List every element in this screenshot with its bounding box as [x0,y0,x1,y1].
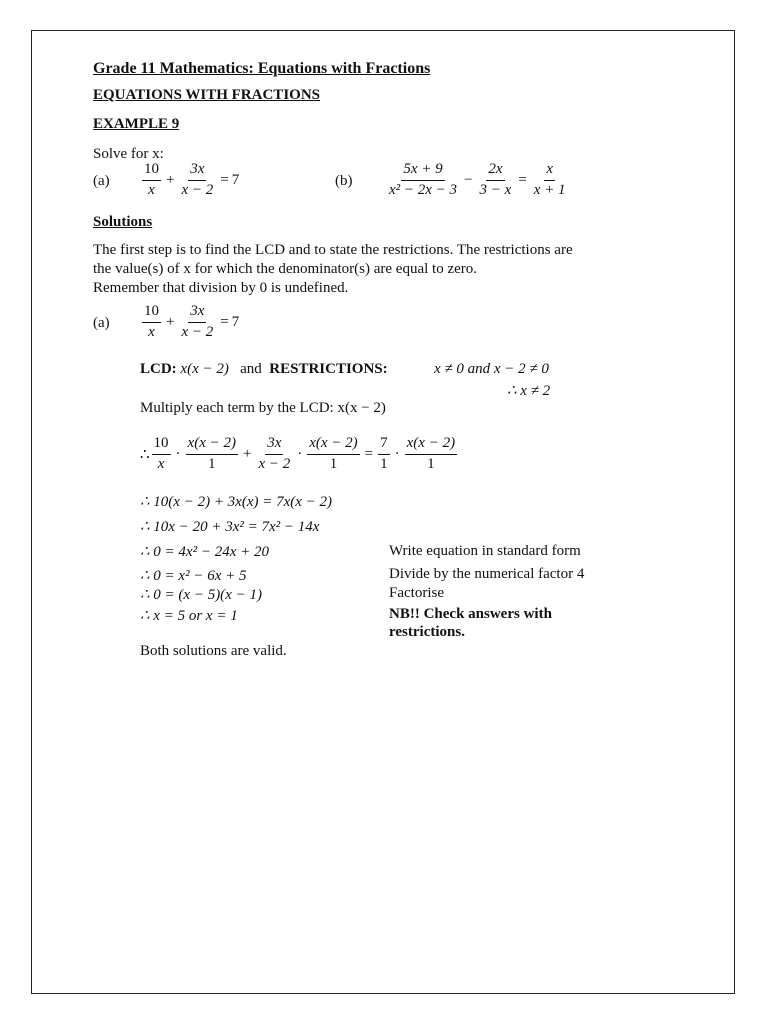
numerator: 10 [142,162,161,181]
fraction-10-over-x [142,304,161,341]
numerator: 10 [152,436,171,455]
numerator: 10 [142,304,161,323]
fraction-3x-over-x-minus-2 [256,436,292,473]
dot-operator: · [297,445,303,462]
numerator: x [544,162,555,181]
lcd-line [140,361,388,378]
denominator: 3 − x [479,181,512,198]
step-1: ∴ 10(x − 2) + 3x(x) = 7x(x − 2) [140,494,333,510]
numerator: 3x [188,162,206,181]
dot-operator: · [394,445,400,462]
denominator: x² − 2x − 3 [389,181,458,198]
fraction-lcd-over-1 [405,436,457,473]
equals-sign: = [518,171,527,188]
multiplied-equation [140,436,459,473]
equation-a [140,162,239,199]
intro-line-2: the value(s) of x for which the denominator(s) are equal to zero. [93,261,478,277]
therefore-symbol: ∴ [140,446,150,463]
fraction-7-over-1 [378,436,390,473]
numerator: 2x [486,162,504,181]
denominator: x + 1 [533,181,566,198]
numerator: 7 [378,436,390,455]
problem-prompt: Solve for x: [93,146,164,162]
step-5: ∴ 0 = (x − 5)(x − 1) [140,587,262,603]
lcd-label: LCD: [140,361,177,377]
note-check-answers: NB!! Check answers with [389,606,552,622]
numerator: x(x − 2) [186,436,238,455]
numerator: 3x [265,436,283,455]
numerator: x(x − 2) [405,436,457,455]
equation-b [385,162,570,199]
step-2: ∴ 10x − 20 + 3x² = 7x² − 14x [140,519,320,535]
note-factorise: Factorise [389,585,444,601]
denominator: 1 [208,455,216,472]
numerator: x(x − 2) [307,436,359,455]
part-a-label: (a) [93,173,110,189]
denominator: x [148,181,155,198]
step-3: ∴ 0 = 4x² − 24x + 20 [140,544,269,560]
equals-sign: = [220,313,229,330]
denominator: x − 2 [181,323,214,340]
step-6: ∴ x = 5 or x = 1 [140,608,238,624]
document-title: Grade 11 Mathematics: Equations with Fractions [93,60,431,77]
equals-sign: = [220,171,229,188]
lcd-expression: x(x − 2) [180,361,229,377]
minus-sign: − [464,171,473,188]
step-4: ∴ 0 = x² − 6x + 5 [140,568,247,584]
numerator: 5x + 9 [401,162,444,181]
page-border [31,30,735,994]
fraction-lcd-over-1 [307,436,359,473]
solutions-heading: Solutions [93,214,153,230]
rhs-value: 7 [231,313,240,330]
denominator: x − 2 [258,455,291,472]
plus-sign: + [166,171,175,188]
plus-sign: + [166,313,175,330]
denominator: x − 2 [181,181,214,198]
denominator: 1 [380,455,388,472]
and-word: and [240,361,262,377]
numerator: 3x [188,304,206,323]
rhs-value: 7 [231,171,240,188]
fraction-10-over-x [142,162,161,199]
fraction-3x-over-x-minus-2 [179,304,215,341]
fraction-10-over-x [152,436,171,473]
denominator: 1 [427,455,435,472]
fraction-lcd-over-1 [186,436,238,473]
note-standard-form: Write equation in standard form [389,543,581,559]
conclusion-text: Both solutions are valid. [140,643,287,659]
solution-a-equation [140,304,239,341]
denominator: x [148,323,155,340]
intro-line-3: Remember that division by 0 is undefined. [93,280,349,296]
part-b-label: (b) [335,173,353,189]
note-divide: Divide by the numerical factor 4 [389,566,585,582]
restrictions-label: RESTRICTIONS: [269,361,388,377]
example-heading: EXAMPLE 9 [93,116,180,132]
intro-line-1: The first step is to find the LCD and to state the restrictions. The restrictions are [93,242,573,258]
fraction-2x-over-3-minus-x [478,162,514,199]
multiply-instruction: Multiply each term by the LCD: x(x − 2) [140,400,386,416]
fraction-x-over-x-plus-1 [532,162,568,199]
solution-a-label: (a) [93,315,110,331]
dot-operator: · [175,445,181,462]
section-heading: EQUATIONS WITH FRACTIONS [93,87,320,103]
restriction-line-2: ∴ x ≠ 2 [507,383,551,399]
plus-sign: + [242,445,252,462]
denominator: 1 [329,455,338,472]
fraction-5x-plus-9 [387,162,459,199]
note-restrictions: restrictions. [389,624,465,640]
equals-sign: = [364,445,374,462]
restriction-line-1: x ≠ 0 and x − 2 ≠ 0 [434,361,549,377]
denominator: x [157,455,165,472]
fraction-3x-over-x-minus-2 [179,162,215,199]
